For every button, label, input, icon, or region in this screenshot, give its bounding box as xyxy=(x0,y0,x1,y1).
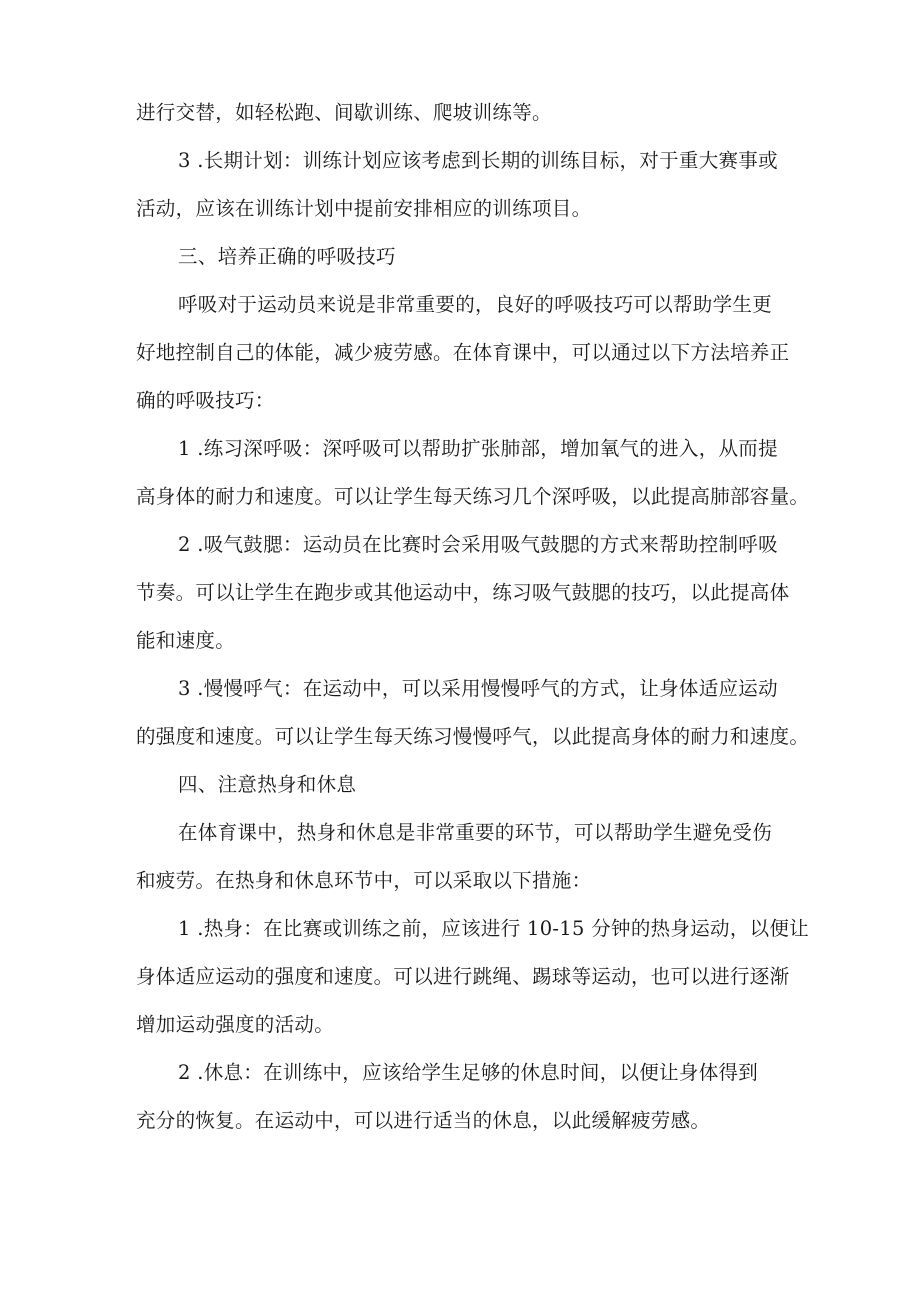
text-line xyxy=(0,866,920,896)
text-line xyxy=(0,194,920,224)
text-line xyxy=(0,1010,920,1040)
line-text: 身体适应运动的强度和速度。可以进行跳绳、踢球等运动，也可以进行逐渐 xyxy=(136,965,790,988)
text-line xyxy=(0,1106,920,1136)
line-text: 在体育课中，热身和休息是非常重要的环节，可以帮助学生避免受伤 xyxy=(178,821,773,844)
text-line xyxy=(0,914,920,944)
line-text: 3 .长期计划：训练计划应该考虑到长期的训练目标，对于重大赛事或 xyxy=(178,149,778,172)
text-line xyxy=(0,578,920,608)
text-line xyxy=(0,338,920,368)
line-text: 3 .慢慢呼气：在运动中，可以采用慢慢呼气的方式，让身体适应运动 xyxy=(178,677,778,700)
line-text: 确的呼吸技巧： xyxy=(136,389,275,412)
text-line xyxy=(0,530,920,560)
line-text: 2 .吸气鼓腮：运动员在比赛时会采用吸气鼓腮的方式来帮助控制呼吸 xyxy=(178,533,778,556)
line-text: 四、注意热身和休息 xyxy=(178,773,357,796)
text-line xyxy=(0,290,920,320)
line-text: 三、培养正确的呼吸技巧 xyxy=(178,245,396,268)
line-text: 呼吸对于运动员来说是非常重要的，良好的呼吸技巧可以帮助学生更 xyxy=(178,293,773,316)
line-text: 高身体的耐力和速度。可以让学生每天练习几个深呼吸，以此提高肺部容量。 xyxy=(136,485,810,508)
section-heading xyxy=(0,242,920,272)
line-text: 活动，应该在训练计划中提前安排相应的训练项目。 xyxy=(136,197,592,220)
line-text: 2 .休息：在训练中，应该给学生足够的休息时间，以便让身体得到 xyxy=(178,1061,759,1084)
line-text: 1 .热身：在比赛或训练之前，应该进行 10-15 分钟的热身运动，以便让 xyxy=(178,917,810,940)
line-text: 1 .练习深呼吸：深呼吸可以帮助扩张肺部，增加氧气的进入，从而提 xyxy=(178,437,778,460)
text-line xyxy=(0,98,920,128)
text-line xyxy=(0,386,920,416)
text-line xyxy=(0,146,920,176)
text-line xyxy=(0,722,920,752)
line-text: 的强度和速度。可以让学生每天练习慢慢呼气，以此提高身体的耐力和速度。 xyxy=(136,725,810,748)
line-text: 进行交替，如轻松跑、间歇训练、爬坡训练等。 xyxy=(136,101,552,124)
line-text: 和疲劳。在热身和休息环节中，可以采取以下措施： xyxy=(136,869,592,892)
text-line xyxy=(0,1058,920,1088)
text-line xyxy=(0,962,920,992)
text-line xyxy=(0,434,920,464)
line-text: 能和速度。 xyxy=(136,629,236,652)
line-text: 增加运动强度的活动。 xyxy=(136,1013,335,1036)
text-line xyxy=(0,626,920,656)
line-text: 充分的恢复。在运动中，可以进行适当的休息，以此缓解疲劳感。 xyxy=(136,1109,711,1132)
text-line xyxy=(0,818,920,848)
line-text: 节奏。可以让学生在跑步或其他运动中，练习吸气鼓腮的技巧，以此提高体 xyxy=(136,581,790,604)
text-line xyxy=(0,482,920,512)
text-line xyxy=(0,674,920,704)
section-heading xyxy=(0,770,920,800)
line-text: 好地控制自己的体能，减少疲劳感。在体育课中，可以通过以下方法培养正 xyxy=(136,341,790,364)
